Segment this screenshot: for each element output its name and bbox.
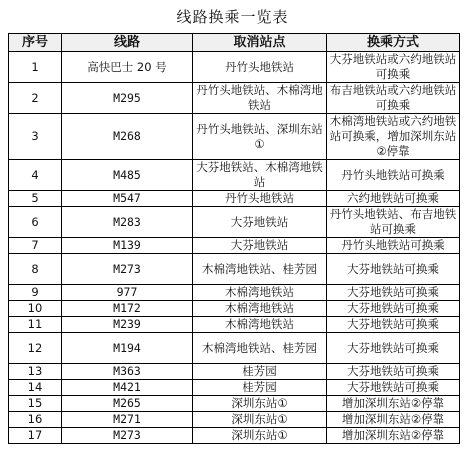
cell-route: M194	[62, 333, 193, 364]
cell-no: 12	[9, 333, 62, 364]
table-row	[9, 396, 460, 412]
cell-cancelled-stops: 大芬地铁站、木棉湾地铁站	[193, 160, 327, 191]
table-row	[9, 207, 460, 238]
cell-transfer-method: 丹竹头地铁站可换乘	[327, 238, 460, 254]
table-row	[9, 412, 460, 428]
cell-transfer-method: 大芬地铁站可换乘	[327, 301, 460, 317]
cell-cancelled-stops: 木棉湾地铁站	[193, 317, 327, 333]
cell-transfer-method: 大芬地铁站可换乘	[327, 317, 460, 333]
cell-cancelled-stops: 大芬地铁站	[193, 238, 327, 254]
cell-cancelled-stops: 丹竹头地铁站、深圳东站①	[193, 114, 327, 160]
column-header-transfer-method: 换乘方式	[327, 34, 460, 52]
table-row	[9, 191, 460, 207]
cell-no: 1	[9, 52, 62, 83]
cell-route: M421	[62, 380, 193, 396]
cell-no: 7	[9, 238, 62, 254]
table-row	[9, 428, 460, 444]
cell-no: 8	[9, 254, 62, 285]
table-row	[9, 333, 460, 364]
cell-cancelled-stops: 桂芳园	[193, 380, 327, 396]
cell-route: M363	[62, 364, 193, 380]
cell-transfer-method: 增加深圳东站②停靠	[327, 412, 460, 428]
cell-no: 10	[9, 301, 62, 317]
cell-cancelled-stops: 深圳东站①	[193, 396, 327, 412]
column-header-cancelled-stops: 取消站点	[193, 34, 327, 52]
table-row	[9, 114, 460, 160]
cell-route: M268	[62, 114, 193, 160]
cell-cancelled-stops: 丹竹头地铁站	[193, 52, 327, 83]
cell-route: M273	[62, 254, 193, 285]
table-row	[9, 83, 460, 114]
cell-route: M139	[62, 238, 193, 254]
transfer-table	[8, 33, 460, 444]
cell-cancelled-stops: 木棉湾地铁站	[193, 301, 327, 317]
cell-transfer-method: 大芬地铁站可换乘	[327, 254, 460, 285]
cell-cancelled-stops: 桂芳园	[193, 364, 327, 380]
table-row	[9, 380, 460, 396]
cell-transfer-method: 大芬地铁站可换乘	[327, 380, 460, 396]
cell-cancelled-stops: 丹竹头地铁站、木棉湾地铁站	[193, 83, 327, 114]
cell-cancelled-stops: 木棉湾地铁站、桂芳园	[193, 333, 327, 364]
cell-no: 14	[9, 380, 62, 396]
cell-transfer-method: 增加深圳东站②停靠	[327, 396, 460, 412]
table-row	[9, 301, 460, 317]
cell-route: 高快巴士 20 号	[62, 52, 193, 83]
cell-route: M485	[62, 160, 193, 191]
cell-no: 11	[9, 317, 62, 333]
column-header-no: 序号	[9, 34, 62, 52]
cell-route: M547	[62, 191, 193, 207]
cell-transfer-method: 增加深圳东站②停靠	[327, 428, 460, 444]
page-title: 线路换乘一览表	[176, 8, 289, 26]
cell-cancelled-stops: 木棉湾地铁站、桂芳园	[193, 254, 327, 285]
cell-route: M172	[62, 301, 193, 317]
column-header-route: 线路	[62, 34, 193, 52]
table-row	[9, 317, 460, 333]
cell-no: 6	[9, 207, 62, 238]
cell-no: 2	[9, 83, 62, 114]
cell-transfer-method: 六约地铁站可换乘	[327, 191, 460, 207]
cell-no: 16	[9, 412, 62, 428]
cell-no: 15	[9, 396, 62, 412]
cell-transfer-method: 丹竹头地铁站、布吉地铁站可换乘	[327, 207, 460, 238]
cell-no: 4	[9, 160, 62, 191]
table-row	[9, 52, 460, 83]
cell-no: 17	[9, 428, 62, 444]
cell-route: 977	[62, 285, 193, 301]
cell-no: 9	[9, 285, 62, 301]
table-header-row	[9, 34, 460, 52]
table-row	[9, 238, 460, 254]
cell-no: 5	[9, 191, 62, 207]
cell-cancelled-stops: 大芬地铁站	[193, 207, 327, 238]
cell-route: M283	[62, 207, 193, 238]
cell-transfer-method: 大芬地铁站可换乘	[327, 333, 460, 364]
cell-cancelled-stops: 木棉湾地铁站	[193, 285, 327, 301]
table-row	[9, 285, 460, 301]
cell-route: M273	[62, 428, 193, 444]
cell-route: M295	[62, 83, 193, 114]
cell-no: 3	[9, 114, 62, 160]
table-row	[9, 254, 460, 285]
cell-transfer-method: 丹竹头地铁站可换乘	[327, 160, 460, 191]
cell-cancelled-stops: 丹竹头地铁站	[193, 191, 327, 207]
cell-cancelled-stops: 深圳东站①	[193, 428, 327, 444]
cell-route: M239	[62, 317, 193, 333]
cell-transfer-method: 大芬地铁站或六约地铁站可换乘	[327, 52, 460, 83]
cell-transfer-method: 大芬地铁站可换乘	[327, 364, 460, 380]
cell-no: 13	[9, 364, 62, 380]
cell-transfer-method: 布吉地铁站或六约地铁站可换乘	[327, 83, 460, 114]
table-row	[9, 160, 460, 191]
cell-transfer-method: 木棉湾地铁站或六约地铁站可换乘，增加深圳东站②停靠	[327, 114, 460, 160]
cell-cancelled-stops: 深圳东站①	[193, 412, 327, 428]
cell-route: M265	[62, 396, 193, 412]
cell-route: M271	[62, 412, 193, 428]
table-row	[9, 364, 460, 380]
cell-transfer-method: 大芬地铁站可换乘	[327, 285, 460, 301]
